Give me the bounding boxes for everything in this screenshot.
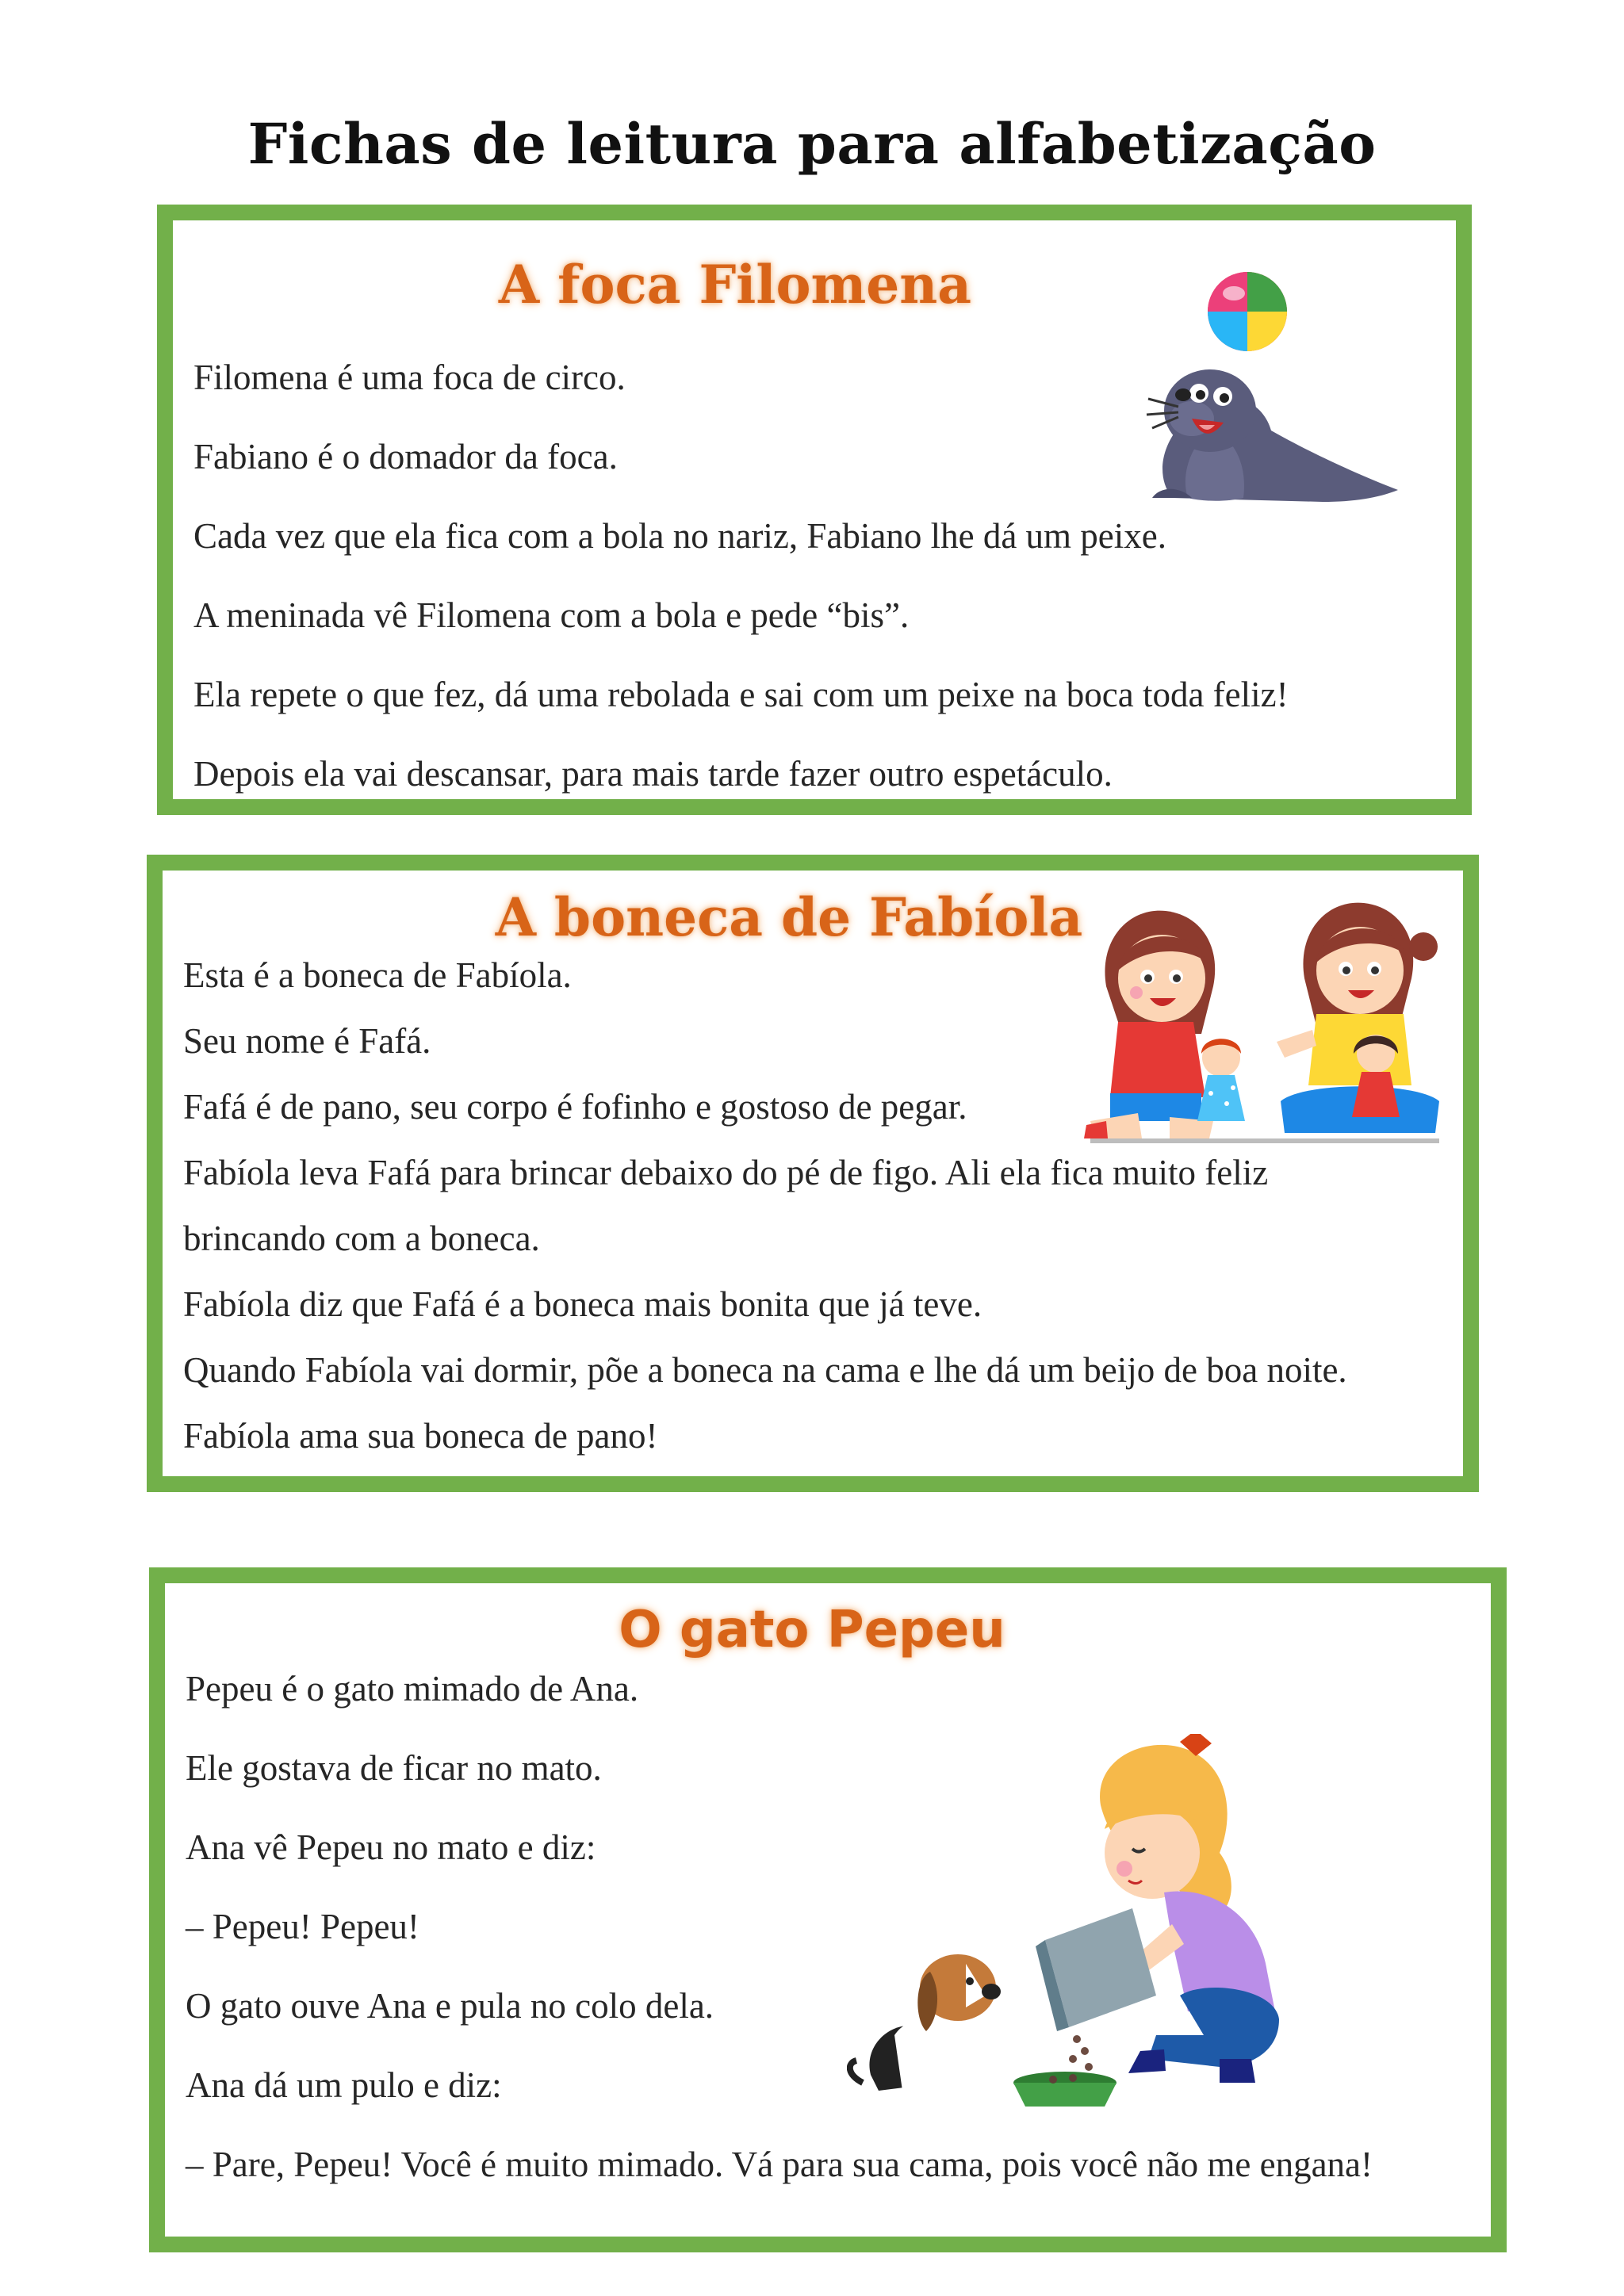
girls-with-dolls-icon: [1074, 891, 1447, 1153]
card-line: Fabíola leva Fafá para brincar debaixo do pé de figo. Ali ela fica muito feliz: [183, 1153, 1269, 1192]
card-line: Ela repete o que fez, dá uma rebolada e sai com um peixe na boca toda feliz!: [193, 675, 1289, 714]
card-line: Fabíola ama sua boneca de pano!: [183, 1416, 658, 1456]
girl-feeding-puppy-icon: [847, 1734, 1354, 2107]
reading-card-boneca: [147, 855, 1479, 1492]
card-line: Esta é a boneca de Fabíola.: [183, 955, 572, 995]
card-line: Ana dá um pulo e diz:: [186, 2065, 502, 2105]
page-title: Fichas de leitura para alfabetização: [247, 111, 1377, 177]
card-line: Filomena é uma foca de circo.: [193, 358, 626, 397]
card-line: Cada vez que ela fica com a bola no nariz, Fabiano lhe dá um peixe.: [193, 516, 1166, 556]
card-line: – Pepeu! Pepeu!: [186, 1907, 419, 1946]
card-line: Depois ela vai descansar, para mais tarde fazer outro espetáculo.: [193, 754, 1113, 794]
card-line: Fafá é de pano, seu corpo é fofinho e gostoso de pegar.: [183, 1087, 967, 1127]
card-line: Seu nome é Fafá.: [183, 1021, 431, 1061]
card-line: brincando com a boneca.: [183, 1219, 540, 1258]
reading-card-gato: [149, 1567, 1507, 2252]
card-line: Pepeu é o gato mimado de Ana.: [186, 1669, 639, 1709]
card-title: A boneca de Fabíola: [495, 886, 1083, 948]
card-line: Quando Fabíola vai dormir, põe a boneca na cama e lhe dá um beijo de boa noite.: [183, 1350, 1347, 1390]
card-line: – Pare, Pepeu! Você é muito mimado. Vá para sua cama, pois você não me engana!: [186, 2145, 1373, 2184]
card-line: Fabíola diz que Fafá é a boneca mais bonita que já teve.: [183, 1284, 982, 1324]
card-line: Ana vê Pepeu no mato e diz:: [186, 1827, 596, 1867]
reading-card-foca: [157, 205, 1472, 815]
card-title: O gato Pepeu: [619, 1601, 1005, 1659]
card-line: O gato ouve Ana e pula no colo dela.: [186, 1986, 714, 2026]
card-title: A foca Filomena: [498, 254, 972, 316]
card-line: Fabiano é o domador da foca.: [193, 437, 618, 476]
card-line: A meninada vê Filomena com a bola e pede “bis”.: [193, 595, 910, 635]
card-line: Ele gostava de ficar no mato.: [186, 1748, 602, 1788]
seal-with-ball-icon: [1116, 260, 1418, 522]
